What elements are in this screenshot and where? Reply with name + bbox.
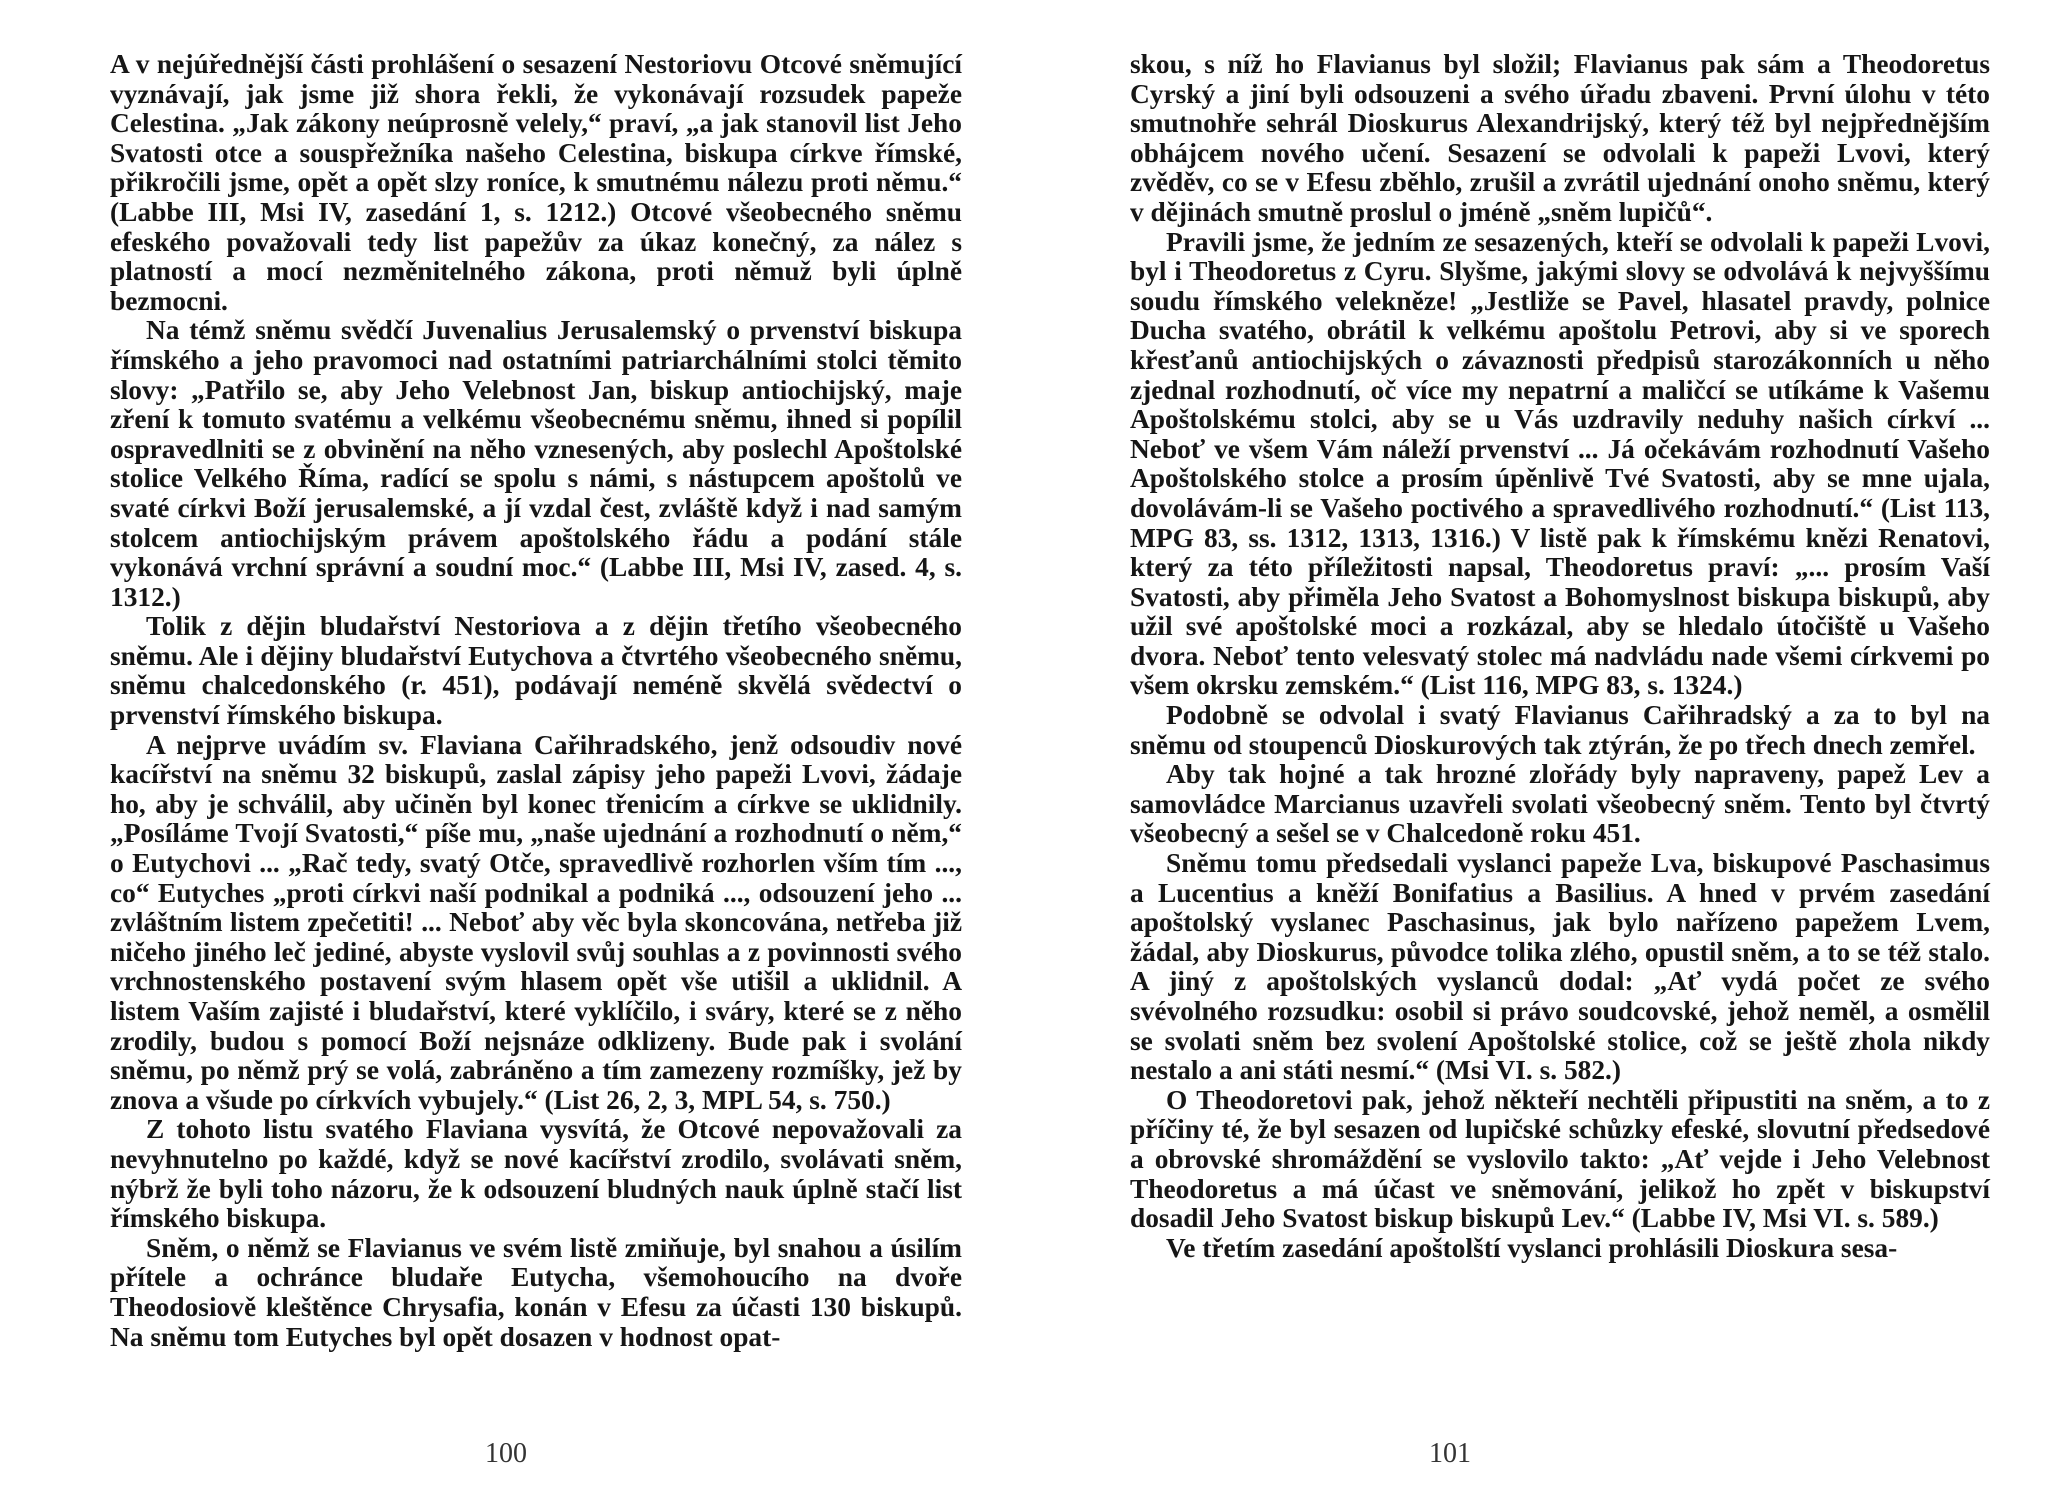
paragraph: Z tohoto listu svatého Flaviana vysvítá, že Otcové nepovažovali za nevyhnutelno po každé, když se nové kacířství zrodilo, svolávati sněm, nýbrž že byli toho názoru, že k odsouzení bludných nauk úplně stačí list římského biskupa. [110, 1114, 962, 1234]
paragraph: Ve třetím zasedání apoštolští vyslanci prohlásili Dioskura sesa- [1166, 1232, 1898, 1263]
paragraph: Sněmu tomu předsedali vyslanci papeže Lva, biskupové Paschasimus a Lucentius a kněží Bonifatius a Basilius. A hned v prvém zasedání apoštolský vyslanec Paschasinus, jak bylo nařízeno papežem Lvem, žádal, aby Dioskurus, původce tolika zlého, opustil sněm, a to se též stalo. A jiný z apoštolských vyslanců dodal: „Ať vydá počet ze svého svévolného rozsudku: osobil si právo soudcovské, jehož neměl, a osmělil se svolati sněm bez svolení Apoštolské stolice, což se ještě zhola nikdy nestalo a ani státi nesmí.“ (Msi VI. s. 582.) [1130, 848, 1990, 1086]
paragraph: Aby tak hojné a tak hrozné zlořády byly napraveny, papež Lev a samovládce Marcianus uzavřeli svolati všeobecný sněm. Tento byl čtvrtý všeobecný a sešel se v Chalcedoně roku 451. [1130, 759, 1990, 849]
paragraph: Pravili jsme, že jedním ze sesazených, kteří se odvolali k papeži Lvovi, byl i Theodoretus z Cyru. Slyšme, jakými slovy se odvolává k nejvyššímu soudu římského velekněze! „Jestliže se Pavel, hlasatel pravdy, polnice Ducha svatého, obrátil k velkému apoštolu Petrovi, aby si ve sporech křesťanů antiochijských o závaznosti předpisů starozákonních u něho zjednal rozhodnutí, oč více my nepatrní a maličcí se utíkáme k Vašemu Apoštolskému stolci, aby se u Vás uzdravily neduhy našich církví ... Neboť ve všem Vám náleží prvenství ... Já očekávám rozhodnutí Vašeho Apoštolského stolce a prosím úpěnlivě Tvé Svatosti, aby se mne ujala, dovolávám-li se Vašeho poctivého a spravedlivého rozhodnutí.“ (List 113, MPG 83, ss. 1312, 1313, 1316.) V listě pak k římskému knězi Renatovi, který za této příležitosti napsal, Theodoretus praví: „... prosím Vaší Svatosti, aby přiměla Jeho Svatost a Bohomyslnost biskupa biskupů, aby užil své apoštolské moci a rozkázal, aby se hledalo útočiště u Vašeho dvora. Neboť tento velesvatý stolec má nadvládu nade všemi církvemi po všem okrsku zemském.“ (List 116, MPG 83, s. 1324.) [1130, 226, 1990, 701]
page-number: 101 [1429, 1438, 1471, 1469]
paragraph: O Theodoretovi pak, jehož někteří nechtěli připustiti na sněm, a to z příčiny té, že byl sesazen od lupičské schůzky efeské, slovutní předsedové a obrovské shromáždění se vyslovilo takto: „Ať vejde i Jeho Velebnost Theodoretus a má účast ve sněmování, jelikož ho zpět v biskupství dosadil Jeho Svatost biskup biskupů Lev.“ (Labbe IV, Msi VI. s. 589.) [1130, 1084, 1990, 1234]
paragraph: A v nejúřednější části prohlášení o sesazení Nestoriovu Otcové sněmující vyznávají, jak jsme již shora řekli, že vykonávají rozsudek papeže Celestina. „Jak zákony neúprosně velely,“ praví, „a jak stanovil list Jeho Svatosti otce a souspřežníka našeho Celestina, biskupa církve římské, přikročili jsme, opět a opět slzy roníce, k smutnému nálezu proti němu.“ (Labbe III, Msi IV, zasedání 1, s. 1212.) Otcové všeobecného sněmu efeského považovali tedy list papežův za úkaz konečný, za nález s platností a mocí nezměnitelného zákona, proti němuž byli úplně bezmocni. [110, 49, 962, 316]
right-page [1130, 0, 1990, 1500]
right-page-text [1130, 50, 1990, 1263]
paragraph: Sněm, o němž se Flavianus ve svém listě zmiňuje, byl snahou a úsilím přítele a ochránce bludaře Eutycha, všemohoucího na dvoře Theodosiově kleštěnce Chrysafia, konán v Efesu za účasti 130 biskupů. Na sněmu tom Eutyches byl opět dosazen v hodnost opat- [110, 1232, 962, 1352]
paragraph: Podobně se odvolal i svatý Flavianus Cařihradský a za to byl na sněmu od stoupenců Dioskurových tak ztýrán, že po třech dnech zemřel. [1130, 700, 1990, 760]
paragraph: skou, s níž ho Flavianus byl složil; Flavianus pak sám a Theodoretus Cyrský a jiní byli odsouzeni a svého úřadu zbaveni. První úlohu v této smutnohře sehrál Dioskurus Alexandrijský, který též byl nejpřednějším obhájcem nového učení. Sesazení se odvolali k papeži Lvovi, který zvěděv, co se v Efesu zběhlo, zrušil a zvrátil ujednání onoho sněmu, který v dějinách smutně proslul o jméně „sněm lupičů“. [1130, 49, 1990, 227]
paragraph: Tolik z dějin bludařství Nestoriova a z dějin třetího všeobecného sněmu. Ale i dějiny bludařství Eutychova a čtvrtého všeobecného sněmu, sněmu chalcedonského (r. 451), podávají neméně skvělá svědectví o prvenství římského biskupa. [110, 611, 962, 731]
left-page [110, 0, 962, 1500]
left-page-text [110, 50, 962, 1352]
paragraph: A nejprve uvádím sv. Flaviana Cařihradského, jenž odsoudiv nové kacířství na sněmu 32 biskupů, zaslal zápisy jeho papeži Lvovi, žádaje ho, aby je schválil, aby učiněn byl konec třenicím a církve se uklidnily. „Posíláme Tvojí Svatosti,“ píše mu, „naše ujednání a rozhodnutí o něm,“ o Eutychovi ... „Rač tedy, svatý Otče, spravedlivě rozhorlen vším tím ..., co“ Eutyches „proti církvi naší podnikal a podniká ..., odsouzení jeho ... zvláštním listem zpečetiti! ... Neboť aby věc byla skoncována, netřeba již ničeho jiného leč jediné, abyste vyslovil svůj souhlas a z povinnosti svého vrchnostenského postavení svým hlasem opět vše utišil a uklidnil. A listem Vaším zajisté i bludařství, které vyklíčilo, i sváry, které se z něho zrodily, budou s pomocí Boží nejsnáze odklizeny. Bude pak i svolání sněmu, po němž prý se volá, zabráněno a tím zamezeny rozmíšky, jež by znova a všude po církvích vybujely.“ (List 26, 2, 3, MPL 54, s. 750.) [110, 729, 962, 1115]
page-number: 100 [485, 1438, 527, 1469]
paragraph: Na témž sněmu svědčí Juvenalius Jerusalemský o prvenství biskupa římského a jeho pravomoci nad ostatními patriarchálními stolci těmito slovy: „Patřilo se, aby Jeho Velebnost Jan, biskup antiochijský, maje zření k tomuto svatému a velkému všeobecnému sněmu, ihned si popílil ospravedlniti se z obvinění na něho vznesených, aby poslechl Apoštolské stolice Velkého Říma, radící se spolu s námi, s nástupcem apoštolů ve svaté církvi Boží jerusalemské, a jí vzdal čest, zvláště když i nad samým stolcem antiochijským právem apoštolského řádu a podání stále vykonává vrchní správní a soudní moc.“ (Labbe III, Msi IV, zased. 4, s. 1312.) [110, 315, 962, 612]
